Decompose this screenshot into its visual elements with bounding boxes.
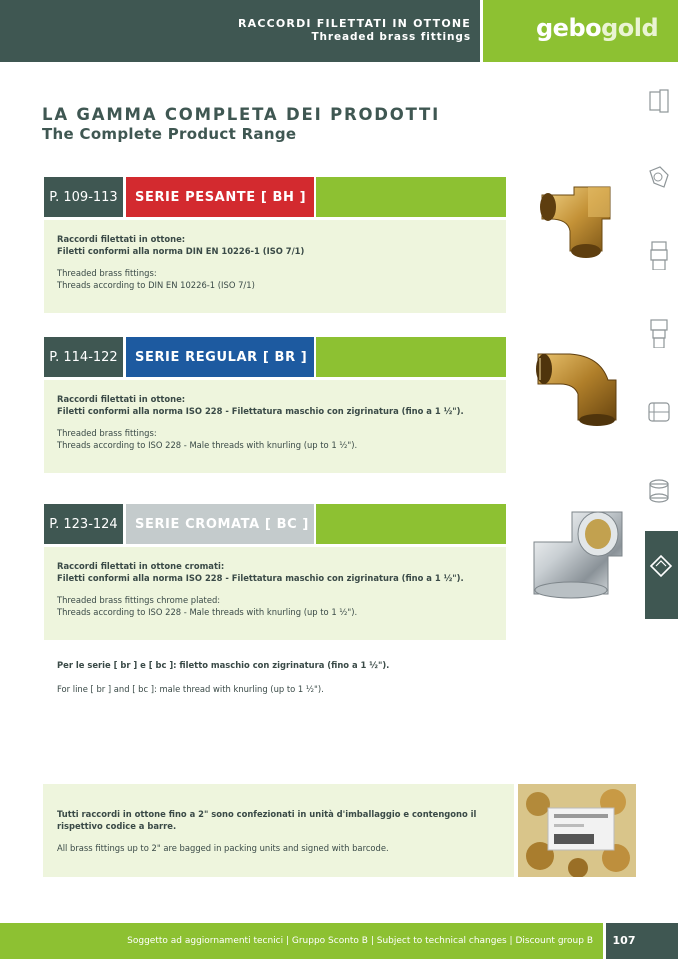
series-pages-bc: P. 123-124: [44, 504, 123, 544]
series-pages-br: P. 114-122: [44, 337, 123, 377]
tee-fitting-icon[interactable]: [646, 86, 672, 116]
series-title-br: SERIE REGULAR [ BR ]: [126, 337, 314, 377]
note-en: For line [ br ] and [ bc ]: male thread with knurling (up to 1 ½").: [57, 684, 324, 694]
series-bar-bh: [316, 177, 506, 217]
page-number: 107: [612, 934, 636, 947]
series-desc-bc: Raccordi filettati in ottone cromati: Filetti conformi alla norma ISO 228 - Filettatura maschio con zigrinatura (fino a 1 ½"). Threaded brass fittings chrome plated: Threads according to ISO 228 - Male threads with knurling (up to 1 ½").: [44, 547, 506, 640]
series-desc-bh: Raccordi filettati in ottone: Filetti conformi alla norma DIN EN 10226-1 (ISO 7/1) Threaded brass fittings: Threads according to DIN EN 10226-1 (ISO 7/1): [44, 220, 506, 313]
header-title-it: RACCORDI FILETTATI IN OTTONE: [237, 17, 471, 30]
note-it: Per le serie [ br ] e [ bc ]: filetto maschio con zigrinatura (fino a 1 ½").: [57, 660, 390, 670]
gebogold-logo: gebogold: [536, 14, 659, 42]
series-title-bh: SERIE PESANTE [ BH ]: [126, 177, 314, 217]
series-bar-br: [316, 337, 506, 377]
series-desc-br: Raccordi filettati in ottone: Filetti conformi alla norma ISO 228 - Filettatura maschio con zigrinatura (fino a 1 ½"). Threaded brass fittings: Threads according to ISO 228 - Male threads with knurling (up to 1 ½").: [44, 380, 506, 473]
reducer-fitting-icon[interactable]: [646, 318, 672, 348]
page-title-en: The Complete Product Range: [42, 125, 297, 143]
series-bar-bc: [316, 504, 506, 544]
cap-fitting-icon[interactable]: [646, 476, 672, 506]
header-title-en: Threaded brass fittings: [311, 31, 471, 43]
brass-elbow-heavy-image: [530, 175, 620, 265]
page-title-it: LA GAMMA COMPLETA DEI PRODOTTI: [42, 105, 441, 124]
packaging-info: Tutti raccordi in ottone fino a 2" sono confezionati in unità d'imballaggio e contengono il rispettivo codice a barre. All brass fittings up to 2" are bagged in packing units and signed with barcode.: [43, 784, 514, 877]
footer-text: Soggetto ad aggiornamenti tecnici | Gruppo Sconto B | Subject to technical changes | Discount group B: [127, 936, 593, 946]
union-fitting-icon[interactable]: [646, 397, 672, 427]
nipple-fitting-icon[interactable]: [646, 240, 672, 270]
packaged-fittings-image: [518, 784, 636, 877]
series-pages-bh: P. 109-113: [44, 177, 123, 217]
elbow-fitting-icon[interactable]: [646, 163, 672, 193]
chrome-elbow-image: [526, 502, 631, 602]
series-title-bc: SERIE CROMATA [ BC ]: [126, 504, 314, 544]
threaded-fitting-active-icon: [647, 552, 675, 582]
brass-elbow-regular-image: [530, 340, 625, 430]
